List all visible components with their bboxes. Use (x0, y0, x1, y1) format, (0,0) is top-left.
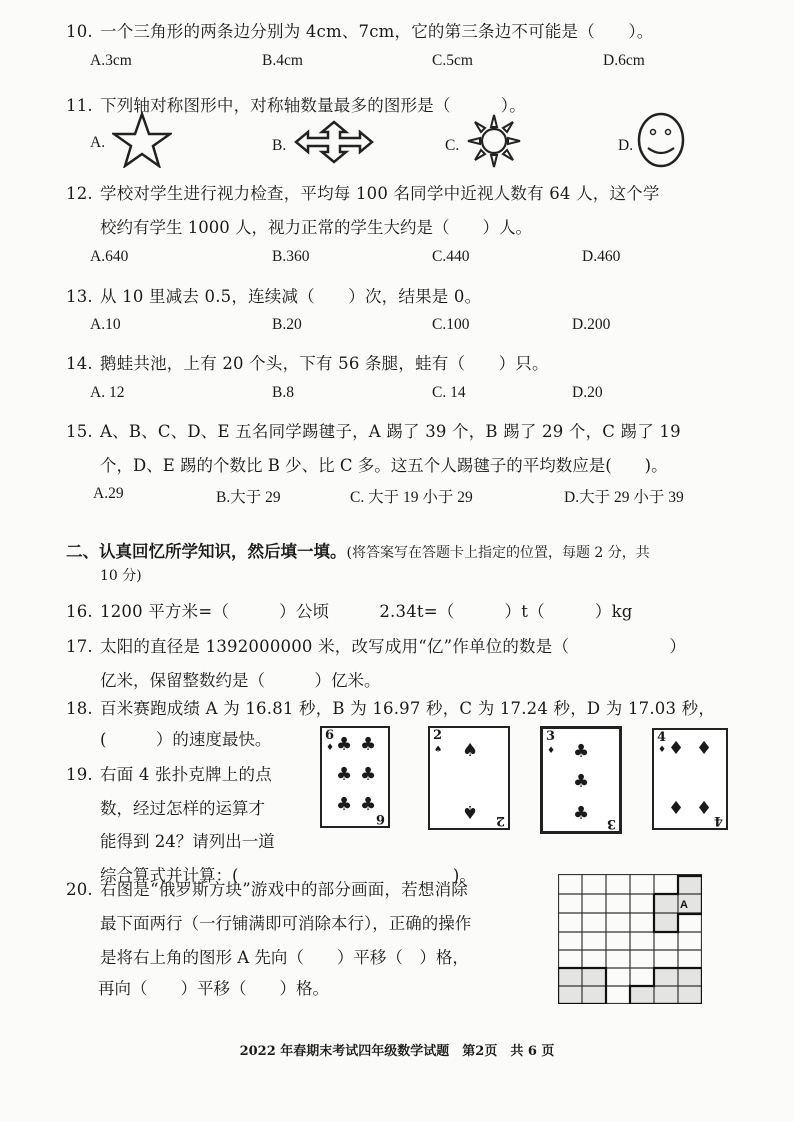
q12-option-a: A.640 (90, 248, 129, 265)
question-20-line2: 最下面两行（一行铺满即可消除本行），正确的操作 (100, 914, 472, 933)
q14-option-a: A. 12 (90, 384, 125, 401)
q10-option-c: C.5cm (432, 52, 473, 69)
playing-card-4-diamonds: 4 ♦ ♦ ♦ ♦ ♦ 4 (652, 728, 728, 830)
q15-option-d: D.大于 29 小于 39 (564, 489, 684, 506)
question-12-line2: 校约有学生 1000 人，视力正常的学生大约是（ ）人。 (100, 218, 532, 237)
question-20-line4: 再向（ ）平移（ ）格。 (98, 979, 329, 998)
question-17: 17. 太阳的直径是 1392000000 米，改写成用“亿”作单位的数是（ ） (66, 637, 687, 656)
playing-card-3-clubs: 3 ♦ ♣ ♣ ♣ 3 (540, 726, 622, 834)
q11-option-a: A. (90, 134, 106, 151)
q11-option-b: B. (272, 137, 287, 154)
svg-text:A: A (680, 899, 688, 911)
question-19-line4: 综合算式并计算：( )。 (100, 866, 476, 885)
question-15-line2: 个，D、E 踢的个数比 B 少、比 C 多。这五个人踢毽子的平均数应是( )。 (100, 456, 668, 475)
q13-option-b: B.20 (272, 316, 302, 333)
q15-option-a: A.29 (93, 485, 124, 502)
question-20-line3: 是将右上角的图形 A 先向（ ）平移（ ）格， (100, 948, 469, 967)
question-16: 16. 1200 平方米=（ ）公顷 2.34t=（ ）t（ ）kg (66, 602, 633, 621)
question-15: 15. A、B、C、D、E 五名同学踢毽子，A 踢了 39 个，B 踢了 29 个，C 踢了 19 (66, 422, 681, 441)
question-20: 20. 右图是“俄罗斯方块”游戏中的部分画面，若想消除 (66, 880, 468, 899)
question-19-line3: 能得到 24？请列出一道 (100, 832, 275, 851)
question-19-line2: 数，经过怎样的运算才 (100, 799, 265, 818)
section-2-note: 10 分) (100, 568, 142, 584)
tetris-grid-figure (558, 874, 702, 1004)
question-11: 11. 下列轴对称图形中，对称轴数量最多的图形是（ ）。 (66, 96, 526, 115)
playing-card-6-clubs: 6 ♦ ♣ ♣ ♣ ♣ ♣ ♣ 6 (320, 726, 390, 828)
q10-option-d: D.6cm (603, 52, 645, 69)
q10-option-a: A.3cm (90, 52, 132, 69)
q13-option-a: A.10 (90, 316, 121, 333)
section-2-title: 二、认真回忆所学知识，然后填一填。(将答案写在答题卡上指定的位置，每题 2 分，共 (66, 542, 650, 561)
question-12: 12. 学校对学生进行视力检查，平均每 100 名同学中近视人数有 64 人，这个学 (66, 184, 660, 203)
q12-option-b: B.360 (272, 248, 310, 265)
q10-option-b: B.4cm (262, 52, 303, 69)
q14-option-b: B.8 (272, 384, 294, 401)
question-13: 13. 从 10 里减去 0.5，连续减（ ）次，结果是 0。 (66, 287, 482, 306)
q14-option-c: C. 14 (432, 384, 466, 401)
q15-option-b: B.大于 29 (216, 489, 281, 506)
question-18-line2: ( ）的速度最快。 (100, 730, 272, 749)
sun-icon (466, 113, 522, 169)
q15-option-c: C. 大于 19 小于 29 (350, 489, 473, 506)
q14-option-d: D.20 (572, 384, 603, 401)
question-14: 14. 鹅蛙共池，上有 20 个头，下有 56 条腿，蛙有（ ）只。 (66, 354, 549, 373)
q12-option-d: D.460 (582, 248, 621, 265)
smiley-face-icon (636, 112, 686, 168)
q13-option-c: C.100 (432, 316, 470, 333)
q12-option-c: C.440 (432, 248, 470, 265)
question-18: 18. 百米赛跑成绩 A 为 16.81 秒，B 为 16.97 秒，C 为 17.24 秒，D 为 17.03 秒， (66, 699, 716, 718)
star-outline-icon (112, 112, 172, 168)
q13-option-d: D.200 (572, 316, 611, 333)
question-19: 19. 右面 4 张扑克牌上的点 (66, 765, 272, 784)
question-10: 10. 一个三角形的两条边分别为 4cm、7cm，它的第三条边不可能是（ ）。 (66, 22, 654, 41)
q11-option-c: C. (445, 137, 460, 154)
page-footer: 2022 年春期末考试四年级数学试题 第2页 共 6 页 (239, 1044, 555, 1059)
four-way-arrow-icon (294, 120, 374, 164)
q11-option-d: D. (618, 137, 634, 154)
playing-card-2-spades: 2 ♠ ♠ ♠ 2 (428, 726, 510, 830)
question-17-line2: 亿米，保留整数约是（ ）亿米。 (100, 671, 381, 690)
